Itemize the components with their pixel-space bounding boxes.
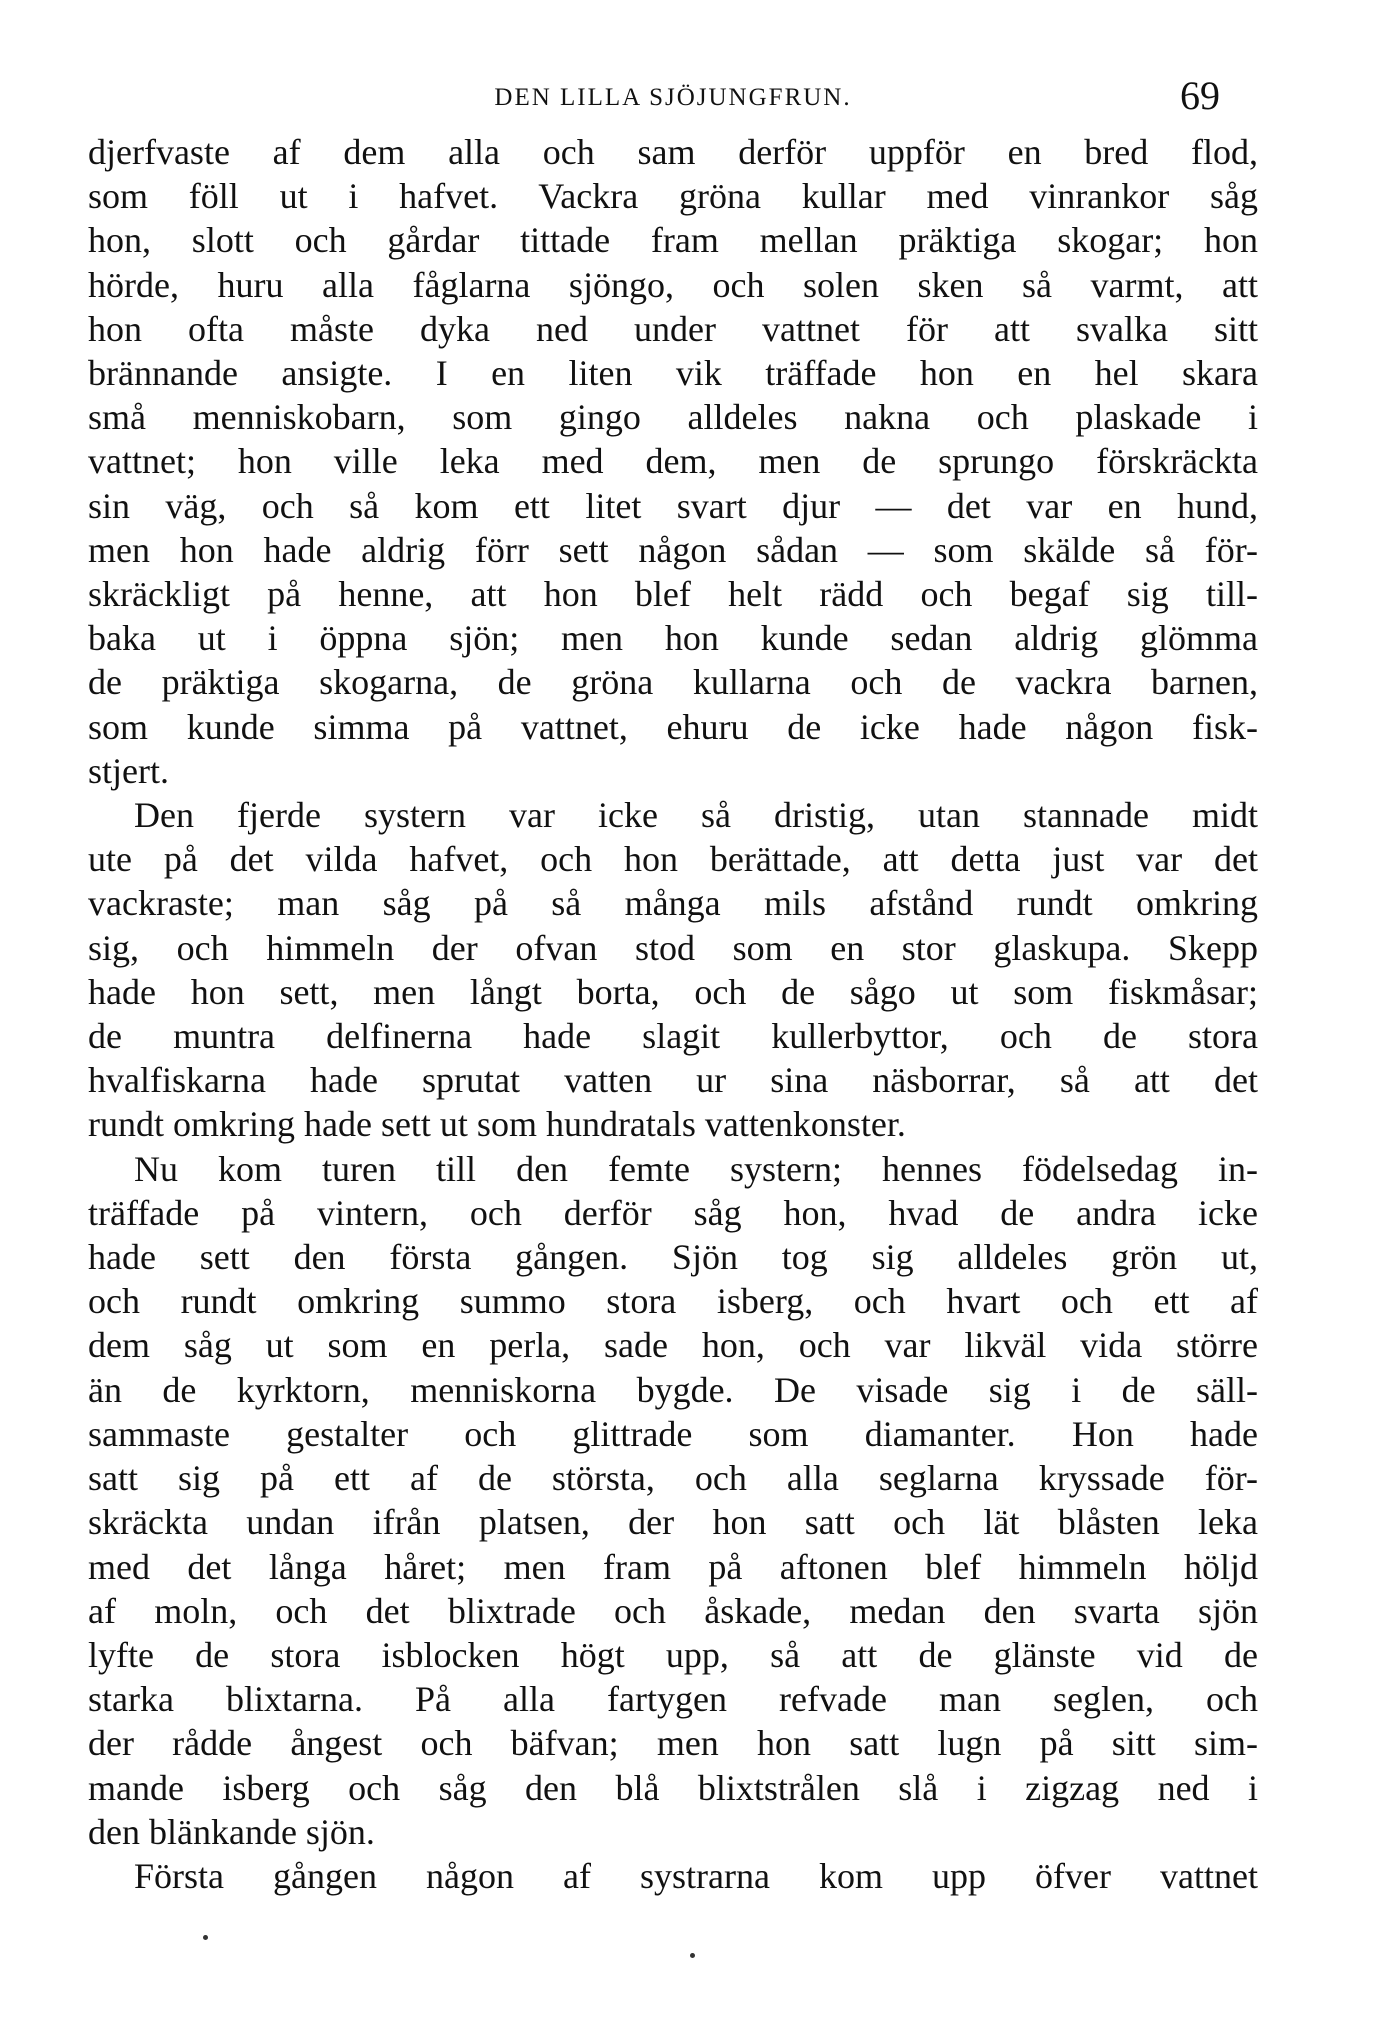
text-line: starka blixtarna. På alla fartygen refvade man seglen, och (88, 1679, 1258, 1720)
text-line: lyfte de stora isblocken högt upp, så att de glänste vid de (88, 1634, 1258, 1675)
text-line: vackraste; man såg på så många mils afstånd rundt omkring (88, 883, 1258, 924)
text-line: sin väg, och så kom ett litet svart djur — det var en hund, (88, 485, 1258, 526)
text-line: af moln, och det blixtrade och åskade, medan den svarta sjön (88, 1590, 1258, 1631)
running-title: DEN LILLA SJÖJUNGFRUN. (494, 84, 852, 111)
text-line: hvalfiskarna hade sprutat vatten ur sina näsborrar, så att det (88, 1060, 1258, 1101)
text-line: träffade på vintern, och derför såg hon, hvad de andra icke (88, 1192, 1258, 1233)
text-line: rundt omkring hade sett ut som hundratals vattenkonster. (88, 1104, 906, 1145)
text-line: vattnet; hon ville leka med dem, men de sprungo förskräckta (88, 441, 1258, 482)
print-speck (690, 1953, 695, 1958)
text-line: hade sett den första gången. Sjön tog sig alldeles grön ut, (88, 1237, 1258, 1278)
text-line: skräckligt på henne, att hon blef helt rädd och begaf sig till- (88, 574, 1258, 615)
print-speck (203, 1935, 208, 1940)
text-line: som kunde simma på vattnet, ehuru de icke hade någon fisk- (88, 706, 1258, 747)
paragraph-start-line: Första gången någon af systrarna kom upp öfver vattnet (134, 1855, 1258, 1896)
text-line: med det långa håret; men fram på aftonen blef himmeln höljd (88, 1546, 1258, 1587)
text-line: skräckta undan ifrån platsen, der hon satt och lät blåsten leka (88, 1502, 1258, 1543)
body-text (88, 130, 1258, 1898)
text-line: hade hon sett, men långt borta, och de sågo ut som fiskmåsar; (88, 971, 1258, 1012)
text-line: men hon hade aldrig förr sett någon sådan — som skälde så för- (88, 529, 1258, 570)
text-line: hon, slott och gårdar tittade fram mellan präktiga skogar; hon (88, 220, 1258, 261)
text-line: den blänkande sjön. (88, 1811, 375, 1852)
text-line: satt sig på ett af de största, och alla seglarna kryssade för- (88, 1458, 1258, 1499)
paragraph-start-line: Nu kom turen till den femte systern; hennes födelsedag in- (134, 1148, 1258, 1189)
text-line: mande isberg och såg den blå blixtstrålen slå i zigzag ned i (88, 1767, 1258, 1808)
book-page (88, 70, 1258, 1898)
text-line: de muntra delfinerna hade slagit kullerbyttor, och de stora (88, 1016, 1258, 1057)
running-head (88, 70, 1258, 130)
text-line: hörde, huru alla fåglarna sjöngo, och solen sken så varmt, att (88, 264, 1258, 305)
text-line: ute på det vilda hafvet, och hon berättade, att detta just var det (88, 839, 1258, 880)
text-line: sig, och himmeln der ofvan stod som en stor glaskupa. Skepp (88, 927, 1258, 968)
page-number: 69 (1180, 73, 1220, 118)
text-line: de präktiga skogarna, de gröna kullarna och de vackra barnen, (88, 662, 1258, 703)
text-line: dem såg ut som en perla, sade hon, och var likväl vida större (88, 1325, 1258, 1366)
text-line: små menniskobarn, som gingo alldeles nakna och plaskade i (88, 397, 1258, 438)
text-line: der rådde ångest och bäfvan; men hon satt lugn på sitt sim- (88, 1723, 1258, 1764)
text-line: djerfvaste af dem alla och sam derför uppför en bred flod, (88, 132, 1258, 172)
text-line: och rundt omkring summo stora isberg, och hvart och ett af (88, 1281, 1258, 1322)
text-line: hon ofta måste dyka ned under vattnet för att svalka sitt (88, 308, 1258, 349)
text-line: brännande ansigte. I en liten vik träffade hon en hel skara (88, 353, 1258, 394)
text-line: som föll ut i hafvet. Vackra gröna kullar med vinrankor såg (88, 176, 1258, 217)
paragraph-start-line: Den fjerde systern var icke så dristig, utan stannade midt (134, 795, 1258, 836)
text-line: stjert. (88, 750, 169, 791)
text-line: baka ut i öppna sjön; men hon kunde sedan aldrig glömma (88, 618, 1258, 659)
text-line: sammaste gestalter och glittrade som diamanter. Hon hade (88, 1413, 1258, 1454)
text-line: än de kyrktorn, menniskorna bygde. De visade sig i de säll- (88, 1369, 1258, 1410)
